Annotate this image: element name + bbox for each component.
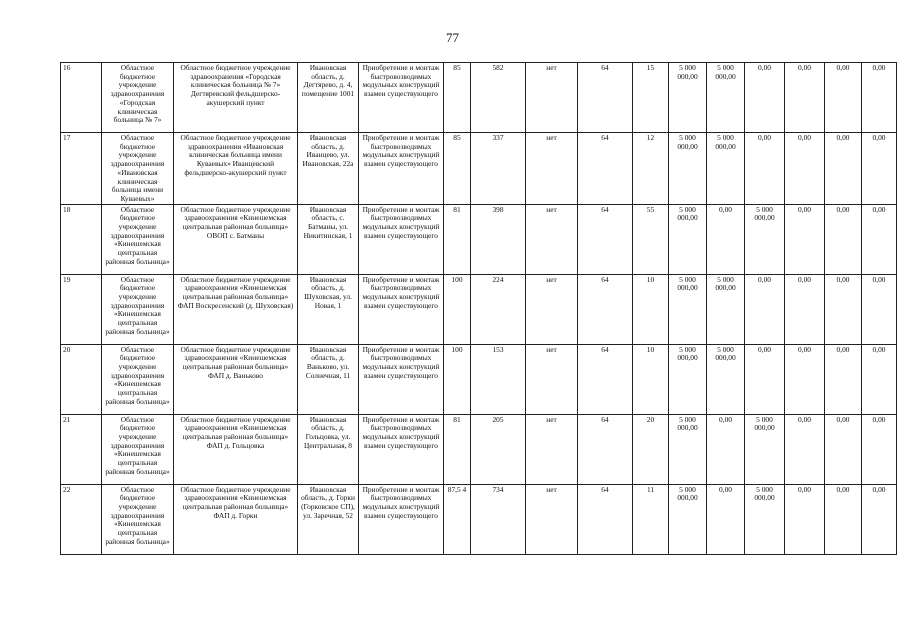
col-12-amount: 0,00 — [745, 63, 785, 133]
col-5-value: 87,5 4 — [444, 484, 471, 554]
row-number: 19 — [61, 274, 102, 344]
col-7-value: нет — [526, 274, 578, 344]
facility-name: Областное бюджетное учреждение здравоохранения «Городская клиническая больница № 7» Дегтяревский фельдшерско-акушерский пункт — [174, 63, 298, 133]
col-10-amount: 5 000 000,00 — [669, 63, 707, 133]
col-6-value: 224 — [471, 274, 526, 344]
col-8-value: 64 — [578, 344, 633, 414]
row-number: 16 — [61, 63, 102, 133]
col-14-amount: 0,00 — [825, 344, 862, 414]
institution-name: Областное бюджетное учреждение здравоохранения «Городская клиническая больница № 7» — [102, 63, 174, 133]
action: Приобретение и монтаж быстровозводимых модульных конструкций взамен существующего — [359, 63, 444, 133]
col-9-value: 12 — [633, 133, 669, 205]
col-8-value: 64 — [578, 133, 633, 205]
col-6-value: 337 — [471, 133, 526, 205]
col-15-amount: 0,00 — [862, 204, 897, 274]
facility-name: Областное бюджетное учреждение здравоохранения «Кинешемская центральная районная больница» ФАП д. Гольцовка — [174, 414, 298, 484]
action: Приобретение и монтаж быстровозводимых модульных конструкций взамен существующего — [359, 133, 444, 205]
row-number: 22 — [61, 484, 102, 554]
row-number: 18 — [61, 204, 102, 274]
col-14-amount: 0,00 — [825, 133, 862, 205]
facility-name: Областное бюджетное учреждение здравоохранения «Ивановская клиническая больница имени Куваевых» Иванцевский фельдшерско-акушерский пункт — [174, 133, 298, 205]
col-14-amount: 0,00 — [825, 63, 862, 133]
col-10-amount: 5 000 000,00 — [669, 344, 707, 414]
col-6-value: 153 — [471, 344, 526, 414]
institution-name: Областное бюджетное учреждение здравоохранения «Кинешемская центральная районная больница» — [102, 484, 174, 554]
col-7-value: нет — [526, 133, 578, 205]
col-11-amount: 5 000 000,00 — [707, 63, 745, 133]
row-number: 17 — [61, 133, 102, 205]
action: Приобретение и монтаж быстровозводимых модульных конструкций взамен существующего — [359, 344, 444, 414]
institution-name: Областное бюджетное учреждение здравоохранения «Кинешемская центральная районная больница» — [102, 344, 174, 414]
col-5-value: 85 — [444, 133, 471, 205]
col-5-value: 85 — [444, 63, 471, 133]
col-15-amount: 0,00 — [862, 344, 897, 414]
col-15-amount: 0,00 — [862, 63, 897, 133]
table-row — [61, 484, 897, 554]
col-10-amount: 5 000 000,00 — [669, 414, 707, 484]
col-11-amount: 5 000 000,00 — [707, 274, 745, 344]
col-11-amount: 5 000 000,00 — [707, 344, 745, 414]
col-12-amount: 0,00 — [745, 274, 785, 344]
col-15-amount: 0,00 — [862, 414, 897, 484]
col-9-value: 11 — [633, 484, 669, 554]
col-7-value: нет — [526, 344, 578, 414]
col-14-amount: 0,00 — [825, 484, 862, 554]
col-8-value: 64 — [578, 63, 633, 133]
col-10-amount: 5 000 000,00 — [669, 484, 707, 554]
action: Приобретение и монтаж быстровозводимых модульных конструкций взамен существующего — [359, 414, 444, 484]
row-number: 20 — [61, 344, 102, 414]
action: Приобретение и монтаж быстровозводимых модульных конструкций взамен существующего — [359, 204, 444, 274]
col-7-value: нет — [526, 204, 578, 274]
address: Ивановская область, д. Ваньково, ул. Солнечная, 11 — [298, 344, 359, 414]
table-row — [61, 414, 897, 484]
address: Ивановская область, д. Дегтярево, д. 4, помещение 1001 — [298, 63, 359, 133]
col-15-amount: 0,00 — [862, 133, 897, 205]
address: Ивановская область, д. Шуховская, ул. Новая, 1 — [298, 274, 359, 344]
page-number: 77 — [446, 30, 459, 45]
facility-name: Областное бюджетное учреждение здравоохранения «Кинешемская центральная районная больница» ФАП Воскресенский (д. Шуховская) — [174, 274, 298, 344]
col-5-value: 100 — [444, 274, 471, 344]
col-6-value: 734 — [471, 484, 526, 554]
col-13-amount: 0,00 — [785, 414, 825, 484]
col-12-amount: 5 000 000,00 — [745, 204, 785, 274]
table-row — [61, 204, 897, 274]
address: Ивановская область, д. Горки (Горковское СП), ул. Заречная, 52 — [298, 484, 359, 554]
col-13-amount: 0,00 — [785, 274, 825, 344]
col-7-value: нет — [526, 414, 578, 484]
table-row — [61, 274, 897, 344]
col-6-value: 398 — [471, 204, 526, 274]
col-5-value: 100 — [444, 344, 471, 414]
col-12-amount: 5 000 000,00 — [745, 484, 785, 554]
table-row — [61, 63, 897, 133]
col-14-amount: 0,00 — [825, 204, 862, 274]
col-14-amount: 0,00 — [825, 274, 862, 344]
row-number: 21 — [61, 414, 102, 484]
col-11-amount: 0,00 — [707, 204, 745, 274]
table-body — [61, 63, 897, 555]
institution-name: Областное бюджетное учреждение здравоохранения «Кинешемская центральная районная больница» — [102, 274, 174, 344]
col-11-amount: 0,00 — [707, 414, 745, 484]
col-5-value: 81 — [444, 204, 471, 274]
col-9-value: 10 — [633, 274, 669, 344]
col-12-amount: 0,00 — [745, 133, 785, 205]
col-9-value: 10 — [633, 344, 669, 414]
table-row — [61, 133, 897, 205]
facility-name: Областное бюджетное учреждение здравоохранения «Кинешемская центральная районная больница» ФАП д. Горки — [174, 484, 298, 554]
facility-name: Областное бюджетное учреждение здравоохранения «Кинешемская центральная районная больница» ФАП д. Ваньково — [174, 344, 298, 414]
col-9-value: 55 — [633, 204, 669, 274]
col-9-value: 15 — [633, 63, 669, 133]
col-11-amount: 0,00 — [707, 484, 745, 554]
col-10-amount: 5 000 000,00 — [669, 133, 707, 205]
col-12-amount: 0,00 — [745, 344, 785, 414]
col-14-amount: 0,00 — [825, 414, 862, 484]
col-11-amount: 5 000 000,00 — [707, 133, 745, 205]
col-6-value: 582 — [471, 63, 526, 133]
col-7-value: нет — [526, 63, 578, 133]
institution-name: Областное бюджетное учреждение здравоохранения «Ивановская клиническая больница имени Куваевых» — [102, 133, 174, 205]
facility-name: Областное бюджетное учреждение здравоохранения «Кинешемская центральная районная больница» ОВОП с. Батманы — [174, 204, 298, 274]
col-13-amount: 0,00 — [785, 344, 825, 414]
col-9-value: 20 — [633, 414, 669, 484]
action: Приобретение и монтаж быстровозводимых модульных конструкций взамен существующего — [359, 484, 444, 554]
col-8-value: 64 — [578, 274, 633, 344]
col-12-amount: 5 000 000,00 — [745, 414, 785, 484]
col-8-value: 64 — [578, 204, 633, 274]
institution-name: Областное бюджетное учреждение здравоохранения «Кинешемская центральная районная больница» — [102, 414, 174, 484]
col-13-amount: 0,00 — [785, 63, 825, 133]
action: Приобретение и монтаж быстровозводимых модульных конструкций взамен существующего — [359, 274, 444, 344]
col-6-value: 205 — [471, 414, 526, 484]
col-5-value: 81 — [444, 414, 471, 484]
address: Ивановская область, д. Иванцево, ул. Ивановская, 22а — [298, 133, 359, 205]
address: Ивановская область, с. Батманы, ул. Никитинская, 1 — [298, 204, 359, 274]
institution-name: Областное бюджетное учреждение здравоохранения «Кинешемская центральная районная больница» — [102, 204, 174, 274]
facilities-table — [60, 62, 897, 555]
table-row — [61, 344, 897, 414]
col-15-amount: 0,00 — [862, 274, 897, 344]
col-7-value: нет — [526, 484, 578, 554]
col-13-amount: 0,00 — [785, 204, 825, 274]
col-8-value: 64 — [578, 484, 633, 554]
col-13-amount: 0,00 — [785, 484, 825, 554]
address: Ивановская область, д. Гольцовка, ул. Центральная, 8 — [298, 414, 359, 484]
col-15-amount: 0,00 — [862, 484, 897, 554]
col-10-amount: 5 000 000,00 — [669, 204, 707, 274]
col-13-amount: 0,00 — [785, 133, 825, 205]
col-10-amount: 5 000 000,00 — [669, 274, 707, 344]
col-8-value: 64 — [578, 414, 633, 484]
